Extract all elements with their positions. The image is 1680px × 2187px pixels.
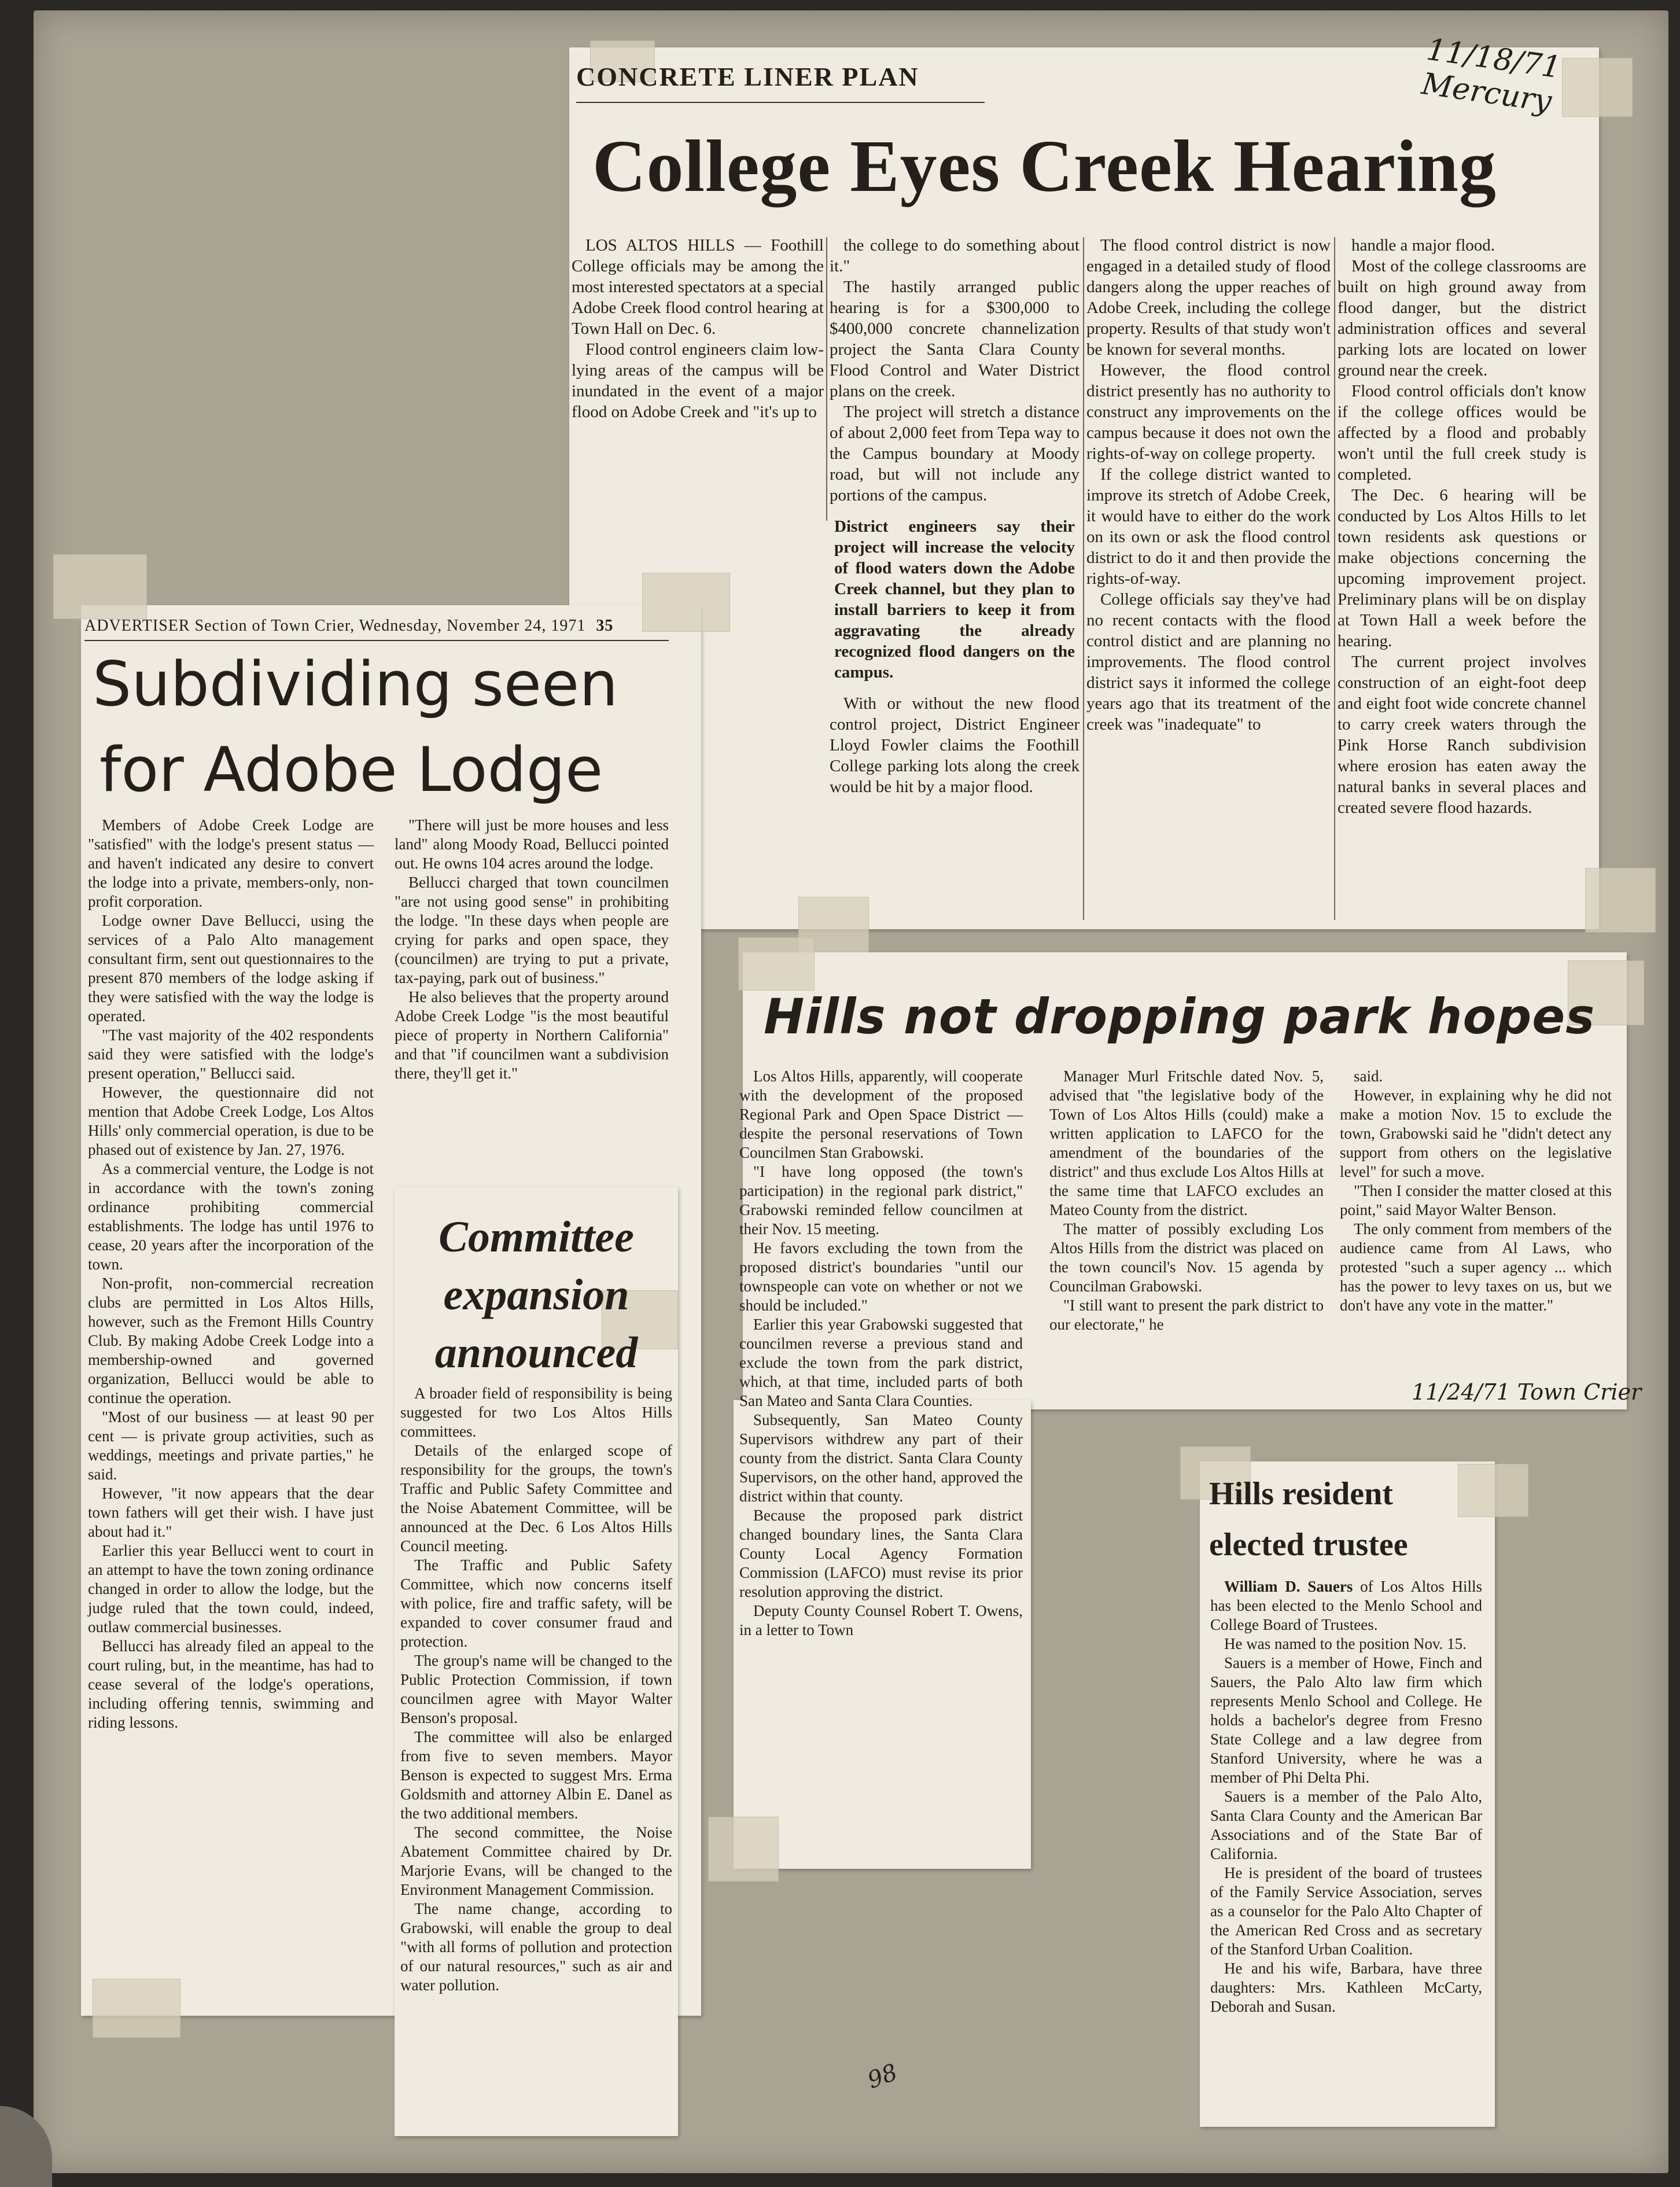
column-rule <box>1083 237 1084 920</box>
committee-headline-1: Committee <box>439 1213 634 1261</box>
paragraph: LOS ALTOS HILLS — Foothill College officials may be among the most interested spectators at a special Adobe Creek flood control hearing at Town Hall on Dec. 6. <box>572 236 824 338</box>
paragraph: He favors excluding the town from the proposed district's boundaries "until our townspeople can vote on whether or not we should be included." <box>739 1239 1023 1314</box>
paragraph: The current project involves construction of an eight-foot deep and eight foot wide concrete channel to carry creek waters through the Pink Horse Ranch subdivision where erosion has eaten away the natural banks in several places and created severe flood hazards. <box>1338 653 1586 817</box>
paragraph: The name change, according to Grabowski, will enable the group to deal "with all forms of pollution and protection of our natural resources," such as air and water pollution. <box>400 1900 672 1994</box>
paragraph: "Then I consider the matter closed at this point," said Mayor Walter Benson. <box>1340 1182 1612 1218</box>
paragraph: If the college district wanted to improve its stretch of Adobe Creek, it would have to either do the work on its own or ask the flood control district to do it and then provide the rights-of-way. <box>1086 465 1331 588</box>
paragraph: said. <box>1354 1067 1383 1085</box>
paragraph: Subsequently, San Mateo County Supervisors withdrew any part of their county from the district. Santa Clara County Supervisors, on the other hand, approved the district within that county. <box>739 1411 1023 1505</box>
committee-headline-3: announced <box>434 1328 638 1377</box>
paragraph: Sauers is a member of the Palo Alto, Santa Clara County and the American Bar Associations and of the State Bar of California. <box>1210 1788 1482 1862</box>
lead-paragraph <box>1210 1577 1482 1634</box>
tape <box>708 1817 779 1882</box>
paragraph: Sauers is a member of Howe, Finch and Sauers, the Palo Alto law firm which represents Menlo School and College. He holds a bachelor's degree from Fresno State College and a law degree from Stanford University, where he was a member of Phi Delta Phi. <box>1210 1654 1482 1786</box>
paragraph: The group's name will be changed to the Public Protection Commission, if town councilmen agree with Mayor Walter Benson's proposal. <box>400 1652 672 1726</box>
paragraph: the college to do something about it." <box>830 236 1080 275</box>
paragraph: The second committee, the Noise Abatement Committee chaired by Dr. Marjorie Evans, will be changed to the Environment Management Commission. <box>400 1824 672 1898</box>
paragraph: As a commercial venture, the Lodge is not in accordance with the town's zoning ordinance prohibiting commercial establishments. The lodge has until 1976 to cease, 20 years after the incorporation of the town. <box>88 1160 374 1273</box>
lead-name: William D. Sauers <box>1224 1578 1353 1595</box>
folio-page: 35 <box>596 617 614 635</box>
creek-column-3 <box>1086 235 1331 735</box>
paragraph: However, the questionnaire did not mention that Adobe Creek Lodge, Los Altos Hills' only commercial operation, is due to be phased out of existence by Jan. 27, 1976. <box>88 1084 374 1158</box>
park-headline: Hills not dropping park hopes <box>764 988 1596 1045</box>
paragraph: "I still want to present the park district to our electorate," he <box>1049 1297 1324 1333</box>
paragraph: "Most of our business — at least 90 per cent — is private group activities, such as weddings, meetings and private parties," he said. <box>88 1408 374 1483</box>
creek-headline: College Eyes Creek Hearing <box>592 125 1497 207</box>
tape <box>53 554 147 619</box>
paragraph: The project will stretch a distance of about 2,000 feet from Tepa way to the Campus boundary at Moody road, but will not include any portions of the campus. <box>830 403 1080 505</box>
paragraph: Earlier this year Grabowski suggested that councilmen reverse a previous stand and exclude the town from the park district, which, at that time, included parts of both San Mateo and Santa Clara Counties. <box>739 1316 1023 1409</box>
folio-text: ADVERTISER Section of Town Crier, Wednesday, November 24, 1971 <box>84 617 586 635</box>
paragraph: Manager Murl Fritschle dated Nov. 5, advised that "the legislative body of the Town of Los Altos Hills (could) make a written application to LAFCO for the amendment of the boundaries of the district" and thus exclude Los Altos Hills at the same time that LAFCO excludes an Mateo County from the district. <box>1049 1067 1324 1218</box>
paragraph: He is president of the board of trustees of the Family Service Association, serves as a counselor for the Palo Alto Chapter of the American Red Cross and as secretary of the Stanford Urban Coalition. <box>1210 1864 1482 1958</box>
paragraph: A broader field of responsibility is being suggested for two Los Altos Hills committees. <box>400 1385 672 1440</box>
trustee-headline-2: elected trustee <box>1209 1527 1408 1563</box>
paragraph: Deputy County Counsel Robert T. Owens, in a letter to Town <box>739 1602 1023 1639</box>
paragraph: handle a major flood. <box>1351 236 1495 255</box>
paragraph: Non-profit, non-commercial recreation clubs are permitted in Los Altos Hills, however, such as the Fremont Hills Country Club. By making Adobe Creek Lodge into a membership-owned and governed organization, Bellucci would be able to continue the operation. <box>88 1275 374 1407</box>
trustee-body <box>1210 1577 1482 2016</box>
tape <box>93 1979 180 2038</box>
paragraph: Bellucci charged that town councilmen "are not using good sense" in prohibiting the lodge. "In these days when people are crying for parks and open space, they (councilmen) are trying to put a private, tax-paying, park out of business." <box>395 874 669 986</box>
paragraph: Flood control engineers claim low-lying areas of the campus will be inundated in the event of a major flood on Adobe Creek and "it's up to <box>572 340 824 421</box>
mercury-date: 11/18/71 Mercury <box>1419 32 1563 119</box>
park-column-3 <box>1340 1067 1612 1315</box>
paragraph: Los Altos Hills, apparently, will cooperate with the development of the proposed Regional Park and Open Space District — despite the personal reservations of Town Councilmen Stan Grabowski. <box>739 1067 1023 1161</box>
kicker-underline <box>576 102 985 103</box>
paragraph: The Traffic and Public Safety Committee, which now concerns itself with police, fire and traffic safety, will be expanded to cover consumer fraud and protection. <box>400 1556 672 1650</box>
column-rule <box>1334 237 1335 920</box>
paragraph: The hastily arranged public hearing is for a $300,000 to $400,000 concrete channelization project the Santa Clara County Flood Control and Water District plans on the creek. <box>830 278 1080 400</box>
paragraph: The flood control district is now engaged in a detailed study of flood dangers along the upper reaches of Adobe Creek, including the college property. Results of that study won't be known for several months. <box>1086 236 1331 359</box>
adobe-headline-1: Subdividing seen <box>93 649 618 720</box>
paragraph: He was named to the position Nov. 15. <box>1224 1635 1467 1652</box>
adobe-folio <box>84 617 669 641</box>
paragraph: Bellucci has already filed an appeal to the court ruling, but, in the meantime, has had to cease several of the lodge's operations, including offering tennis, swimming and riding lessons. <box>88 1637 374 1731</box>
adobe-headline-2: for Adobe Lodge <box>100 734 603 805</box>
adobe-column-1 <box>88 816 374 1732</box>
creek-kicker: CONCRETE LINER PLAN <box>576 62 919 91</box>
adobe-column-2 <box>395 816 669 1083</box>
committee-headline <box>399 1208 673 1382</box>
paragraph: However, "it now appears that the dear town fathers will get their wish. I have just about had it." <box>88 1485 374 1540</box>
park-column-1 <box>739 1067 1023 1640</box>
paragraph: Flood control officials don't know if the college offices would be affected by a flood and probably won't until the full creek study is completed. <box>1338 382 1586 484</box>
paragraph: Most of the college classrooms are built on high ground away from flood danger, but the district administration offices and several parking lots are located on lower ground near the creek. <box>1338 257 1586 380</box>
paragraph: "There will just be more houses and less land" along Moody Road, Bellucci pointed out. He owns 104 acres around the lodge. <box>395 816 669 872</box>
lead-text: of Los Altos Hills has been elected to the Menlo School and College Board of Trustees. <box>1210 1578 1482 1633</box>
paragraph: Earlier this year Bellucci went to court in an attempt to have the town zoning ordinance changed in order to allow the lodge, but the judge ruled that the town could, indeed, outlaw commercial businesses. <box>88 1542 374 1636</box>
paragraph: Lodge owner Dave Bellucci, using the services of a Palo Alto management consultant firm, sent out questionnaires to the present 870 members of the lodge asking if they were satisfied with the way the lodge is operated. <box>88 912 374 1025</box>
trustee-headline-1: Hills resident <box>1209 1476 1393 1512</box>
paragraph: Members of Adobe Creek Lodge are "satisfied" with the lodge's present status — and haven't indicated any desire to convert the lodge into a private, members-only, non-profit corporation. <box>88 816 374 910</box>
creek-column-2 <box>830 235 1080 797</box>
paragraph: The Dec. 6 hearing will be conducted by Los Altos Hills to let town residents ask questions or make objections concerning the upcoming improvement project. Preliminary plans will be on display at Town Hall a week before the hearing. <box>1338 486 1586 650</box>
crier-date: 11/24/71 Town Crier <box>1412 1379 1642 1405</box>
paragraph: The only comment from members of the audience came from Al Laws, who protested "such a super agency ... which has the power to levy taxes on us, but we don't have any vote in the matter." <box>1340 1220 1612 1314</box>
paragraph: With or without the new flood control project, District Engineer Lloyd Fowler claims the Foothill College parking lots along the creek would be hit by a major flood. <box>830 694 1080 796</box>
trustee-headline <box>1209 1468 1408 1570</box>
paragraph: "I have long opposed (the town's participation) in the regional park district," Grabowski reminded fellow councilmen at their Nov. 15 meeting. <box>739 1163 1023 1238</box>
paragraph: Details of the enlarged scope of responsibility for the groups, the town's Traffic and Public Safety Committee and the Noise Abatement Committee, will be announced at the Dec. 6 Los Altos Hills Council meeting. <box>400 1442 672 1555</box>
park-column-2 <box>1049 1067 1324 1334</box>
paragraph: Because the proposed park district changed boundary lines, the Santa Clara County Local Agency Formation Commission (LAFCO) must revise its prior resolution approving the district. <box>739 1507 1023 1600</box>
page-number: 98 <box>864 2059 901 2094</box>
tape <box>738 937 815 991</box>
committee-body <box>400 1384 672 1995</box>
paragraph: However, the flood control district presently has no authority to construct any improvements on the campus because it does not own the rights-of-way on college property. <box>1086 361 1331 463</box>
column-rule <box>826 237 827 521</box>
tape <box>1585 868 1656 933</box>
paragraph: The committee will also be enlarged from five to seven members. Mayor Benson is expected to suggest Mrs. Erma Goldsmith and attorney Albin E. Danel as the two additional members. <box>400 1728 672 1822</box>
paragraph: College officials say they've had no recent contacts with the flood control distict and are planning no improvements. The flood control district says it informed the college years ago that its treatment of the creek was "inadequate" to <box>1086 590 1331 734</box>
bold-quote: District engineers say their project will increase the velocity of flood waters down the Adobe Creek channel, but they plan to install barriers to keep it from aggravating the already recognized flood dangers on the campus. <box>834 517 1075 682</box>
paragraph: He also believes that the property around Adobe Creek Lodge "is the most beautiful piece of property in Northern California" and that "if councilmen want a subdivision there, they'll get it." <box>395 988 669 1082</box>
creek-column-4 <box>1338 235 1586 818</box>
paragraph: He and his wife, Barbara, have three daughters: Mrs. Kathleen McCarty, Deborah and Susan. <box>1210 1960 1482 2015</box>
tape <box>1458 1464 1528 1517</box>
paragraph: However, in explaining why he did not make a motion Nov. 15 to exclude the town, Grabowski said he "didn't detect any support from others on the legislative level" for such a move. <box>1340 1087 1612 1180</box>
creek-column-1 <box>572 235 824 422</box>
paragraph: "The vast majority of the 402 respondents said they were satisfied with the lodge's present operation," Bellucci said. <box>88 1026 374 1082</box>
committee-headline-2: expansion <box>443 1271 629 1319</box>
paragraph: The matter of possibly excluding Los Altos Hills from the district was placed on the town council's Nov. 15 agenda by Councilman Grabowski. <box>1049 1220 1324 1295</box>
